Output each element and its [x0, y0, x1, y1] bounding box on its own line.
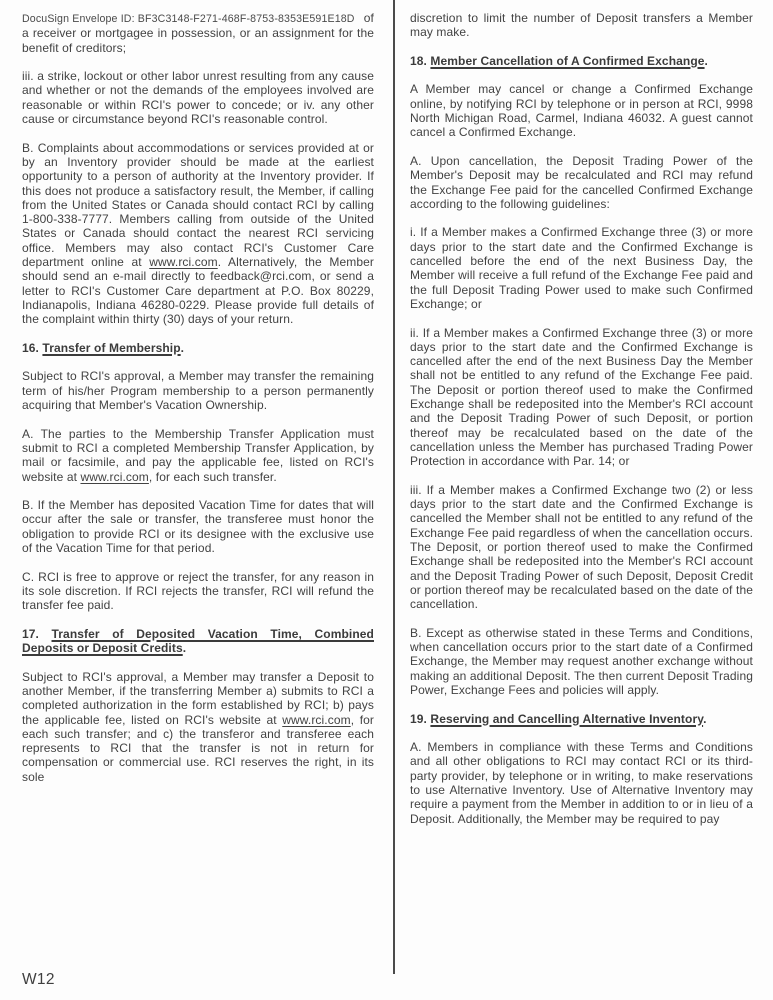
body-text: A. Members in compliance with these Terms and Conditions and all other obligations to RCI may contact RCI or its third-party provider, by telephone or in writing, to make reservations to use Alternative Inventory. Use of Alternative Inventory may require a payment from the Member in addition to or in lieu of a Deposit. Additionally, the Member may be required to pay: [410, 740, 753, 826]
body-text: Subject to RCI's approval, a Member may transfer the remaining term of his/her Program membership to a person permanently acquiring that Member's Vacation Ownership.: [22, 369, 374, 413]
paragraph: [22, 427, 374, 484]
body-text: C. RCI is free to approve or reject the transfer, for any reason in its sole discretion. If RCI rejects the transfer, RCI will refund the transfer fee paid.: [22, 569, 374, 613]
paragraph: [22, 570, 374, 613]
section-heading: [22, 341, 374, 355]
paragraph: [22, 369, 374, 412]
url-text: www.rci.com: [80, 469, 149, 484]
body-text: a receiver or mortgagee in possession, or an assignment for the benefit of creditors;: [22, 26, 374, 55]
body-text: ii. If a Member makes a Confirmed Exchange three (3) or more days prior to the start date and the Confirmed Exchange is cancelled after the end of the next Business Day the Member shall not be entitled to any refund of the Exchange Fee paid. The Deposit or portion thereof used to make the Confirmed Exchange shall be redeposited into the Member's RCI account and the Deposit Trading Power of such Deposit, or portion thereof may be recalculated based on the date of the cancellation unless the Member has purchased Trading Power Protection in accordance with Par. 14; or: [410, 325, 753, 469]
body-text: B. If the Member has deposited Vacation Time for dates that will occur after the sale or transfer, the transferee must honor the obligation to provide RCI or its designee with the exclusive use of the Vacation Time for that period.: [22, 498, 374, 555]
heading-number: 18.: [410, 53, 431, 68]
body-text: discretion to limit the number of Deposit transfers a Member may make.: [410, 11, 753, 40]
heading-period: .: [704, 53, 708, 68]
paragraph: [410, 483, 753, 612]
section-heading: [410, 712, 753, 726]
column-divider-rule: [393, 0, 395, 974]
body-text: Subject to RCI's approval, a Member may transfer a Deposit to another Member, if the transferring Member a) submits to RCI a completed authorization in the form established by RCI; b) pays the applicable fee, listed on RCI's website at: [22, 669, 374, 727]
paragraph: [22, 69, 374, 126]
docusign-header-row: [22, 11, 374, 26]
paragraph: [410, 326, 753, 469]
body-text: A. Upon cancellation, the Deposit Trading Power of the Member's Deposit may be recalculated and RCI may refund the Exchange Fee paid for the cancelled Confirmed Exchange according to the following guidelines:: [410, 153, 753, 211]
left-column: [22, 11, 374, 784]
body-text: iii. a strike, lockout or other labor unrest resulting from any cause and whether or not the demands of the employees involved are reasonable or within RCI's power to concede; or iv. any other cause or circumstance beyond RCI's reasonable control.: [22, 69, 374, 127]
heading-title: Reserving and Cancelling Alternative Inventory: [430, 711, 704, 726]
body-text: A. The parties to the Membership Transfer Application must submit to RCI a completed Membership Transfer Application, by mail or facsimile, and pay the applicable fee, listed on RCI's website at: [22, 426, 374, 484]
section-heading: [410, 54, 753, 68]
paragraph: [410, 11, 753, 40]
body-text: A Member may cancel or change a Confirmed Exchange online, by notifying RCI by telephone or in person at RCI, 9998 North Michigan Road, Carmel, Indiana 46032. A guest cannot cancel a Confirmed Exchange.: [410, 82, 753, 140]
heading-title: Member Cancellation of A Confirmed Exchange: [430, 53, 705, 68]
body-text: , for each such transfer.: [148, 469, 277, 484]
right-column: [410, 11, 753, 826]
heading-period: .: [180, 340, 185, 355]
paragraph: [410, 626, 753, 697]
docusign-envelope-id: DocuSign Envelope ID: BF3C3148-F271-468F-8753-8353E591E18D: [22, 13, 355, 25]
body-text: i. If a Member makes a Confirmed Exchange three (3) or more days prior to the start date and the Confirmed Exchange is cancelled before the end of the next Business Day, the Member will receive a full refund of the Exchange Fee paid and the full Deposit Trading Power used to make such Confirmed Exchange; or: [410, 225, 753, 311]
page-number-label: W12: [22, 971, 55, 988]
heading-number: 19.: [410, 711, 431, 726]
heading-title: Transfer of Deposited Vacation Time, Combined Deposits or Deposit Credits: [22, 626, 374, 656]
url-text: www.rci.com: [149, 255, 218, 270]
section-heading: [22, 627, 374, 656]
heading-title: Transfer of Membership: [42, 340, 181, 355]
paragraph: [22, 498, 374, 555]
paragraph: [410, 225, 753, 311]
url-text: www.rci.com: [282, 712, 351, 727]
paragraph: [410, 154, 753, 211]
paragraph: [410, 82, 753, 139]
body-first-line-overflow: of: [363, 11, 374, 25]
body-text: , for each such transfer; and c) the transferor and transferee each represents to RCI that the transfer is not in return for compensation or commercial use. RCI reserves the right, in its sole: [22, 712, 374, 784]
heading-period: .: [703, 711, 707, 726]
body-text: B. Except as otherwise stated in these Terms and Conditions, when cancellation occurs prior to the start date of a Confirmed Exchange, the Member may request another exchange without making an additional Deposit. The then current Deposit Trading Power, Exchange Fees and policies will apply.: [410, 625, 753, 697]
body-text: . Alternatively, the Member should send an e-mail directly to feedback@rci.com, or send a letter to RCI's Customer Care department at P.O. Box 80229, Indianapolis, Indiana 46280-0229. Please provide full details of the complaint within thirty (30) days of your return.: [22, 255, 374, 327]
body-text: B. Complaints about accommodations or services provided at or by an Inventory provider should be made at the earliest opportunity to a person of authority at the Inventory provider. If this does not produce a satisfactory result, the Member, if calling from the United States or Canada should contact RCI by calling 1-800-338-7777. Members calling from outside of the United States or Canada should contact the nearest RCI servicing office. Members may also contact RCI's Customer Care department online at: [22, 140, 374, 270]
left-column-blocks: [22, 26, 374, 784]
paragraph: [22, 26, 374, 55]
heading-number: 17.: [22, 626, 52, 641]
body-text: iii. If a Member makes a Confirmed Exchange two (2) or less days prior to the start date and the Confirmed Exchange is cancelled the Member shall not be entitled to any refund of the Exchange Fee paid regardless of when the cancellation occurs. The Deposit, or portion thereof used to make the Confirmed Exchange shall be redeposited into the Member's RCI account and the Deposit Trading Power of such Deposit, Deposit Credit or portion thereof may be recalculated based on the date of the cancellation.: [410, 482, 753, 612]
paragraph: [22, 670, 374, 784]
paragraph: [22, 141, 374, 327]
right-column-blocks: [410, 11, 753, 826]
heading-period: .: [182, 641, 187, 656]
heading-number: 16.: [22, 340, 43, 355]
paragraph: [410, 740, 753, 826]
